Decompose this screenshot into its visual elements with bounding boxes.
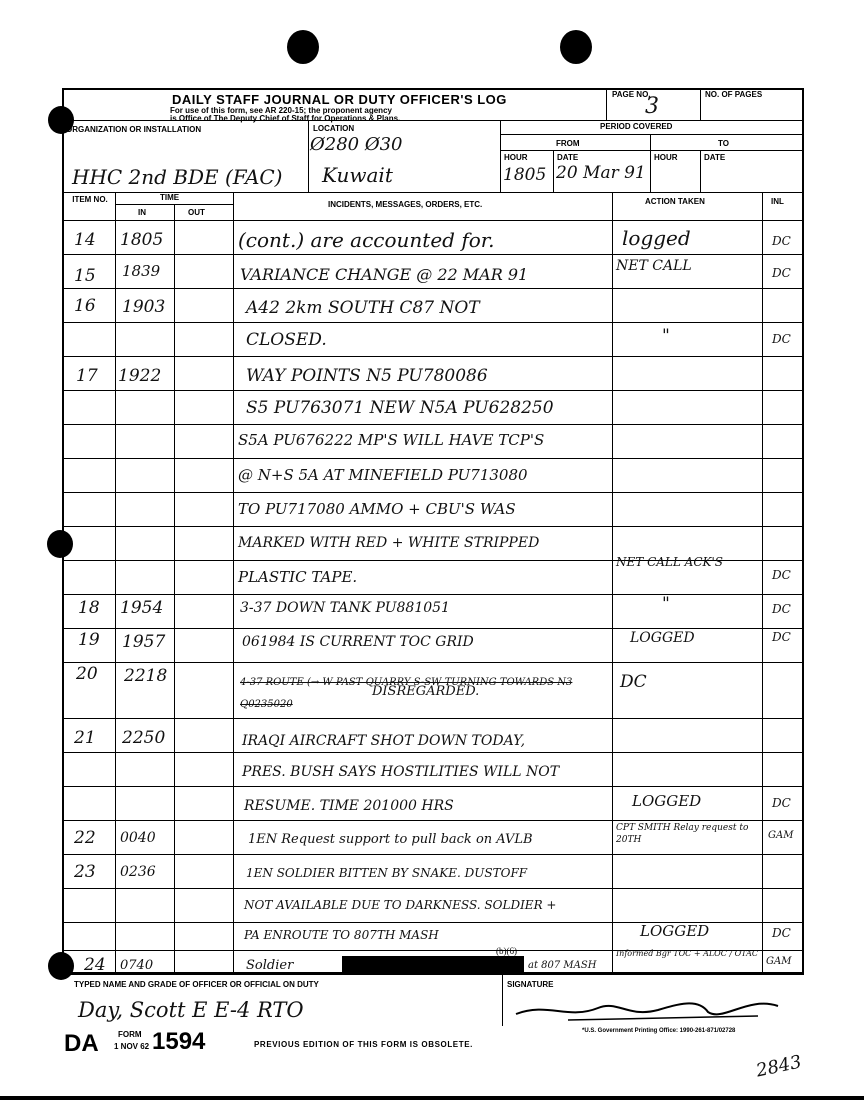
period-covered-label: PERIOD COVERED (600, 122, 673, 131)
org-value: HHC 2nd BDE (FAC) (72, 165, 283, 189)
form-word: FORM (118, 1030, 142, 1039)
incident-text: 1EN SOLDIER BITTEN BY SNAKE. DUSTOFF (246, 866, 528, 880)
time-in: 2218 (124, 666, 168, 686)
item-number: 17 (76, 366, 98, 386)
form-title: DAILY STAFF JOURNAL OR DUTY OFFICER'S LOG (172, 92, 507, 107)
incident-text: PLASTIC TAPE. (238, 568, 358, 586)
action-text: " (662, 594, 670, 614)
from-date-value: 20 Mar 91 (556, 163, 646, 183)
initials: DC (772, 266, 791, 280)
incident-text: S5 PU763071 NEW N5A PU628250 (246, 398, 554, 418)
incident-text: @ N+S 5A AT MINEFIELD PU713080 (238, 466, 528, 484)
time-in: 1957 (122, 632, 166, 652)
incident-text: 1EN Request support to pull back on AVLB (248, 832, 533, 847)
form-id: DA (64, 1030, 99, 1057)
form-subtitle: is Office of The Deputy Chief of Staff for Operations & Plans. (170, 114, 401, 123)
incident-text: PA ENROUTE TO 807TH MASH (244, 928, 439, 942)
from-label: FROM (556, 139, 580, 148)
page-no-label: PAGE NO. (612, 90, 651, 99)
action-text: LOGGED (630, 630, 695, 646)
item-number: 19 (78, 630, 100, 650)
document-number: 2843 (754, 1051, 804, 1082)
initials: DC (772, 926, 791, 940)
initials: DC (772, 630, 791, 644)
time-in: 2250 (122, 728, 166, 748)
punch-hole (287, 30, 319, 64)
item-number: 18 (78, 598, 100, 618)
page-no-value: 3 (645, 94, 659, 119)
incident-text: S5A PU676222 MP'S WILL HAVE TCP'S (238, 431, 545, 449)
action-text: " (662, 326, 670, 346)
inl-label: INL (771, 197, 784, 206)
item-number: 16 (74, 296, 96, 316)
time-in: 0740 (120, 958, 154, 973)
signature-label: SIGNATURE (507, 980, 554, 989)
item-number: 24 (84, 955, 106, 975)
incident-text: A42 2km SOUTH C87 NOT (246, 298, 480, 318)
action-text: logged (622, 226, 691, 250)
officer-label: TYPED NAME AND GRADE OF OFFICER OR OFFICIAL ON DUTY (74, 980, 319, 989)
initials: DC (772, 568, 791, 582)
to-date-label: DATE (704, 153, 726, 162)
action-taken-label: ACTION TAKEN (645, 197, 705, 206)
incident-text: IRAQI AIRCRAFT SHOT DOWN TODAY, (242, 733, 526, 749)
action-text: NET CALL ACK'S (616, 555, 724, 569)
time-in-label: IN (138, 208, 146, 217)
item-number: 14 (74, 230, 96, 250)
incident-text: CLOSED. (246, 330, 327, 350)
incident-note: at 807 MASH (528, 960, 597, 971)
officer-value: Day, Scott E E-4 RTO (78, 998, 304, 1022)
time-in: 1954 (120, 598, 164, 618)
action-text: CPT SMITH Relay request to 20TH (616, 823, 749, 845)
action-text: LOGGED (632, 792, 702, 810)
incident-text: VARIANCE CHANGE @ 22 MAR 91 (240, 265, 529, 284)
location-label: LOCATION (313, 124, 355, 133)
time-in: 0236 (120, 864, 156, 880)
incident-text: WAY POINTS N5 PU780086 (246, 366, 488, 386)
redaction-bar (342, 956, 524, 973)
signature-mark (508, 992, 788, 1026)
incident-text: PRES. BUSH SAYS HOSTILITIES WILL NOT (242, 764, 560, 780)
incident-note: DISREGARDED. (372, 684, 480, 699)
incident-text: MARKED WITH RED + WHITE STRIPPED (238, 535, 540, 551)
incident-text: 4-37 ROUTE (→ W PAST QUARRY S-SW TURNING TOWARDS N3 Q0235020 (240, 677, 573, 710)
to-hour-label: HOUR (654, 153, 678, 162)
action-text: DC (620, 672, 647, 692)
from-hour-label: HOUR (504, 153, 528, 162)
org-label: ORGANIZATION OR INSTALLATION (66, 125, 202, 134)
item-no-label: ITEM NO. (72, 195, 108, 204)
time-label: TIME (160, 193, 180, 202)
obsolete-note: PREVIOUS EDITION OF THIS FORM IS OBSOLETE. (254, 1040, 473, 1049)
action-text: NET CALL (616, 258, 692, 274)
incident-text: NOT AVAILABLE DUE TO DARKNESS. SOLDIER + (244, 898, 557, 912)
incident-text: (cont.) are accounted for. (238, 228, 495, 252)
initials: DC (772, 796, 791, 810)
initials: DC (772, 234, 791, 248)
time-in: 0040 (120, 830, 156, 846)
from-date-label: DATE (557, 153, 579, 162)
time-in: 1839 (122, 262, 161, 280)
initials: DC (772, 332, 791, 346)
action-text: LOGGED (640, 922, 710, 940)
action-text: Informed Bgr TOC + ALOC / OTAC (616, 949, 758, 958)
time-in: 1922 (118, 366, 162, 386)
location-value-2: Kuwait (322, 163, 393, 187)
item-number: 21 (74, 728, 96, 748)
gpo-note: *U.S. Government Printing Office: 1990-261-871/02728 (582, 1028, 736, 1034)
incidents-label: INCIDENTS, MESSAGES, ORDERS, ETC. (328, 200, 483, 209)
time-out-label: OUT (188, 208, 205, 217)
initials: GAM (768, 830, 794, 841)
no-of-pages-label: NO. OF PAGES (705, 90, 763, 99)
incident-text: RESUME. TIME 201000 HRS (244, 798, 454, 814)
form-date: 1 NOV 62 (114, 1042, 150, 1051)
b6-label: (b)(6) (496, 946, 517, 956)
item-number: 15 (74, 266, 96, 286)
incident-text: 3-37 DOWN TANK PU881051 (240, 600, 450, 616)
initials: GAM (766, 956, 792, 967)
incident-text: TO PU717080 AMMO + CBU'S WAS (238, 500, 516, 518)
item-number: 23 (74, 862, 96, 882)
location-value: Ø280 Ø30 (310, 134, 403, 155)
item-number: 20 (76, 664, 98, 684)
form-subtitle: For use of this form, see AR 220-15; the proponent agency (170, 106, 392, 115)
initials: DC (772, 602, 791, 616)
punch-hole (560, 30, 592, 64)
time-in: 1903 (122, 297, 166, 317)
incident-text: Soldier (246, 958, 294, 973)
from-hour-value: 1805 (503, 165, 547, 185)
time-in: 1805 (120, 230, 164, 250)
form-number: 1594 (152, 1028, 206, 1055)
incident-text: 061984 IS CURRENT TOC GRID (242, 634, 474, 650)
to-label: TO (718, 139, 729, 148)
item-number: 22 (74, 828, 96, 848)
